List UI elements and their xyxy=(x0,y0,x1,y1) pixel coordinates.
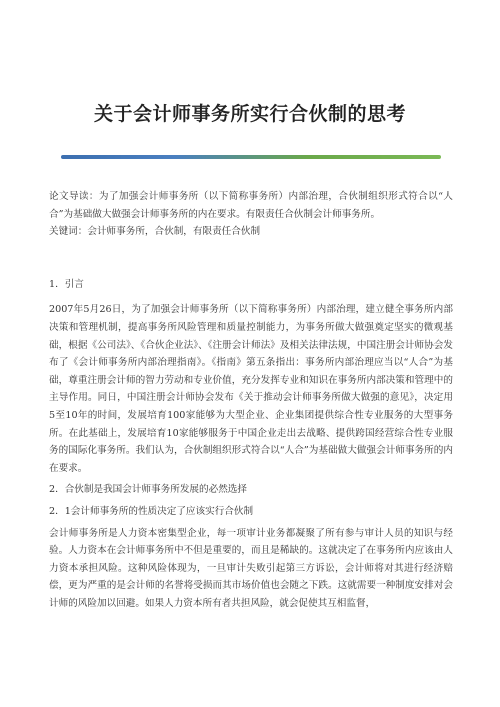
section-2-1-heading: 2．1会计师事务所的性质决定了应该实行合伙制 xyxy=(49,505,254,517)
document-body xyxy=(49,188,453,612)
section-2-heading: 2．合伙制是我国会计师事务所发展的必然选择 xyxy=(49,484,247,496)
paragraph-2-1: 会计师事务所是人力资本密集型企业，每一项审计业务都凝聚了所有参与审计人员的知识与经验。人力资本在会计师事务所中不但是重要的，而且是稀缺的。这就决定了在事务所内应该由人力资本承担风险。这种风险体现为，一旦审计失败引起第三方诉讼，会计师将对其进行经济赔偿，更为严重的是会计师的名誉将受损而其市场价值也会随之下跌。这就需要一种制度安排对会计师的风险加以回避。如果人力资本所有者共担风险，就会促使其互相监督， xyxy=(49,527,453,609)
paragraph-intro: 2007年5月26日，为了加强会计师事务所（以下简称事务所）内部治理，建立健全事务所内部决策和管理机制，提高事务所风险管理和质量控制能力，为事务所做大做强奠定坚实的微观基础，根据《公司法》、《合伙企业法》、《注册会计师法》及相关法律法规，中国注册会计师协会发布了《会计师事务所内部治理指南》。《指南》第五条指出：事务所内部治理应当以“人合”为基础，尊重注册会计师的智力劳动和专业价值，充分发挥专业和知识在事务所内部决策和管理中的主导作用。同日，中国注册会计师协会发布《关于推动会计师事务所做大做强的意见》，决定用5至10年的时间，发展培育100家能够为大型企业、企业集团提供综合性专业服务的大型事务所。在此基础上，发展培育10家能够服务于中国企业走出去战略、提供跨国经营综合性专业服务的国际化事务所。我们认为，合伙制组织形式符合以“人合”为基础做大做强会计师事务所的内在要求。 xyxy=(49,304,453,474)
document-title: 关于会计师事务所实行合伙制的思考 xyxy=(93,103,406,125)
abstract: 论文导读：为了加强会计师事务所（以下简称事务所）内部治理，合伙制组织形式符合以“人合”为基础做大做强会计师事务所的内在要求。有限责任合伙制会计师事务所。 xyxy=(49,191,453,220)
title-divider xyxy=(61,155,441,159)
section-1-heading: 1．引言 xyxy=(49,278,84,290)
keywords: 关键词：会计师事务所，合伙制，有限责任合伙制 xyxy=(49,226,261,238)
spacer xyxy=(49,293,453,301)
spacer xyxy=(49,241,453,276)
